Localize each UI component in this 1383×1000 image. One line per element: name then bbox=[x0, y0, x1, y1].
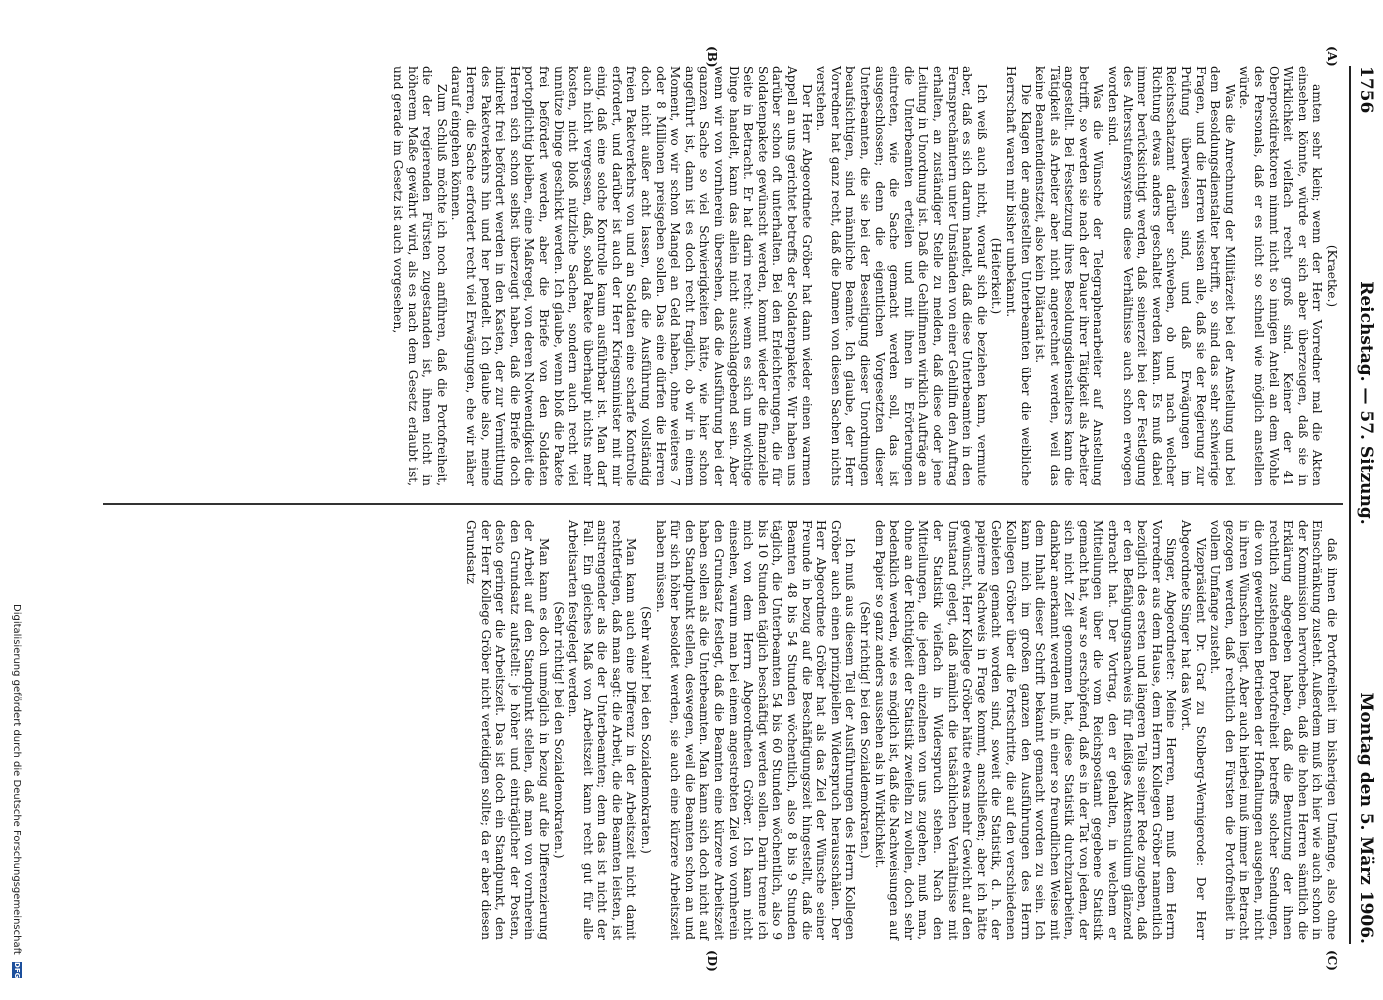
margin-marker-d: (D) bbox=[705, 950, 719, 972]
right-column bbox=[463, 520, 1339, 940]
paragraph: Was die Anrechnung der Militärzeit bei der Anstellung und bei dem Besoldungsdienstalter betrifft, so sind das sehr schwierige Fragen, und die Herren wissen alle, daß sie der Regierung zur Prüfung überwiesen sind, und daß Erwägungen im Reichsschatzamt darüber schweben, ob und nach welcher Richtung etwas anders geschaltet werden kann. Es muß dabei immer berücksichtigt werden, daß seinerzeit bei der Festlegung des Altersstufensystems diese Verhältnisse auch schon erwogen worden sind. bbox=[1106, 66, 1237, 486]
interjection: (Sehr richtig! bei den Sozialdemokraten.) bbox=[858, 601, 872, 859]
header-divider bbox=[1349, 66, 1351, 944]
left-column bbox=[390, 66, 1339, 486]
paragraph: amten sehr klein; wenn der Herr Vorredner mal die Akten einsehen könnte, würde er sich aber überzeugen, daß sie in Wirklichkeit vielfach recht groß sind. Keiner der 41 Oberpostdirektoren nimmt nicht so innigen Anteil an dem Wohle des Personals, daß er es nicht so schnell wie möglich anstellen würde. bbox=[1237, 66, 1325, 486]
rotated-page bbox=[173, 0, 1383, 1000]
column-divider bbox=[103, 503, 1343, 505]
paragraph: Die Klagen der angestellten Unterbeamten über die weibliche Herrschaft waren mir bisher unbekannt. bbox=[1003, 66, 1033, 486]
interjection: (Sehr wahr! bei den Sozialdemokraten.) bbox=[639, 606, 654, 854]
page-header bbox=[1355, 66, 1377, 944]
paragraph: daß ihnen die Portofreiheit im bisherigen Umfange, also ohne Einschränkung zusteht. Außerdem muß ich hier wie auch schon in der Kommission hervorheben, daß die hohen Herren sämtlich die Erklärung abgegeben haben, daß die Benutzung der ihnen rechtlich zustehenden Portofreiheit betreffs solcher Sendungen, die von gewerblichen Betrieben der Hofhaltungen ausgehen, nicht in ihren Wünschen liegt. Aber auch hierbei muß immer in Betracht gezogen werden, daß rechtlich den Fürsten die Portofreiheit in vollem Umfange zusteht. bbox=[1208, 520, 1339, 940]
paragraph: Ich muß aus diesem Teil der Ausführungen des Herrn Kollegen Gröber auch einen prinzipiellen Widerspruch herausschälen. Der Herr Abgeordnete Gröber hat als das Ziel der Wünsche seiner Freunde in bezug auf die Beschäftigungszeit hingestellt, daß die Beamten 48 bis 54 Stunden wöchentlich, also 8 bis 9 Stunden täglich, die Unterbeamten 54 bis 60 Stunden wöchentlich, also 9 bis 10 Stunden täglich beschäftigt werden sollen. Darin trenne ich mich von dem Herrn Abgeordneten Gröber. Ich kann nicht einsehen, warum man bei einem angestrebten Ziel von vornherein den Grundsatz festlegt, daß die Beamten eine kürzere Arbeitszeit haben sollen als die Unterbeamten. Man kann sich doch nicht auf den Standpunkt stellen, deswegen, weil die Beamten schon an und für sich höher besoldet werden, sie auch eine kürzere Arbeitszeit haben müssen. bbox=[653, 520, 858, 940]
page-date: Montag den 5. März 1906. bbox=[1356, 692, 1376, 944]
margin-marker-a: (A) bbox=[1325, 46, 1339, 67]
margin-marker-b: (B) bbox=[705, 46, 719, 68]
margin-marker-c: (C) bbox=[1325, 950, 1339, 971]
interjection: (Sehr richtig! bei den Sozialdemokraten.) bbox=[551, 601, 566, 859]
digitization-credit bbox=[8, 604, 22, 984]
paragraph: Man kann auch eine Differenz in der Arbeitszeit nicht damit rechtfertigen, daß man sagt: die Arbeit, die die Beamten leisten, ist anstrengender als die der Unterbeamten; denn das ist nicht der Fall. Ein gleiches Maß von Arbeitszeit kann recht gut für alle Arbeitsarten festgelegt werden. bbox=[566, 520, 639, 940]
credit-text: Digitalisierung gefördert durch die Deutsche Forschungsgemeinschaft bbox=[11, 604, 22, 955]
paragraph: Man kann es doch unmöglich in bezug auf die Differenzierung der Arbeit auf den Standpunkt stellen, daß man von vornherein den Grundsatz aufstellt: je höher und einträglicher der Posten, desto geringer die Arbeitszeit. Das ist doch ein Standpunkt, den der Herr Kollege Gröber nicht verteidigen sollte; da er aber diesen Grundsatz bbox=[463, 520, 551, 940]
page-title: Reichstag. — 57. Sitzung. bbox=[1356, 281, 1376, 525]
interjection: (Heiterkeit.) bbox=[989, 237, 1004, 315]
dfg-logo-icon: DFG bbox=[13, 962, 21, 979]
page-number: 1756 bbox=[1356, 66, 1376, 114]
paragraph: Der Herr Abgeordnete Gröber hat dann wieder einen warmen Appell an uns gerichtet betreffs der Soldatenpakete. Wir haben uns darüber schon oft unterhalten. Bei den Erleichterungen, die für Soldatenpakete gewünscht werden, kommt wieder die finanzielle Seite in Betracht. Er hat darin recht: wenn es sich um wichtige Dinge handelt, kann das allein nicht ausschlaggebend sein. Aber wenn wir von vornherein übersehen, daß die Ausführung bei der ganzen Sache so viel Schwierigkeiten hätte, wie hier schon angeführt ist, dann ist es doch recht fraglich, ob wir in einem Moment, wo wir schon Mangel an Geld haben, ohne weiteres 7 oder 8 Millionen preisgeben sollen. Das eine dürfen die Herren doch nicht außer acht lassen, daß die Ausführung vollständig freien Paketverkehrs von und an Soldaten eine scharfe Kontrolle erfordert, und darüber ist auch der Herr Kriegsminister mit mir einig, daß eine solche Kontrolle kaum ausführbar ist. Man darf auch nicht vergessen, daß, sobald Pakete überhaupt nichts mehr kosten, nicht bloß nützliche Sachen, sondern auch recht viel unnütze Dinge geschickt werden. Ich glaube, wenn bloß die Pakete frei befördert werden, aber die Briefe von den Soldaten portopflichtig bleiben, eine Maßregel, von deren Notwendigkeit die Herren sich schon selbst überzeugt haben, daß die Briefe doch indirekt frei befördert werden in den Kasten, der zur Vermittlung des Paketverkehrs hin und her pendelt. Ich glaube also, meine Herren, die Sache erfordert recht viel Erwägungen, ehe wir näher darauf eingehen können. bbox=[449, 66, 814, 486]
paragraph: Zum Schluß möchte ich noch anführen, daß die Portofreiheit, die der regierenden Fürsten zugestanden ist, ihnen nicht in höherem Maße gewährt wird, als es nach dem Gesetz erlaubt ist, und gerade im Gesetz ist auch vorgesehen, bbox=[391, 66, 449, 486]
paragraph: Ich weiß auch nicht, worauf sich die beziehen kann, vermute aber, daß es sich darum handelt, daß diese Unterbeamten in den Fernsprechämtern unter Umständen von einer Gehilfin den Auftrag erhalten, an zuständiger Stelle zu melden, daß diese oder jene Leitung in Unordnung ist. Daß die Gehilfinnen wirklich Aufträge an die Unterbeamten erteilen und mit ihnen in Erörterungen eintreten, wie die Sache gemacht werden soll, das ist ausgeschlossen; denn die eigentlichen Vorgesetzten dieser Unterbeamten, die sie bei der Beseitigung dieser Unordnungen beaufsichtigen, sind männliche Beamte. Ich glaube, der Herr Vorredner hat ganz recht, daß die Damen von diesen Sachen nichts verstehen. bbox=[814, 66, 989, 486]
paragraph: Was die Wünsche der Telegraphenarbeiter auf Anstellung betrifft, so werden sie nach der Dauer ihrer Tätigkeit als Arbeiter angestellt. Bei Festsetzung ihres Besoldungsdienstalters kann die Tätigkeit als Arbeiter aber nicht angerechnet werden, weil das keine Beamtendienstzeit, also kein Diätariat ist. bbox=[1033, 66, 1106, 486]
speaker-tag: (Kraetke.) bbox=[1325, 244, 1339, 308]
speech-paragraph: Singer, Abgeordneter: Meine Herren, man muß dem Herrn Vorredner aus dem Hause, dem Herrn Kollegen Gröber namentlich bezüglich des ersten und längeren Teils seiner Rede zugeben, daß er den Befähigungsnachweis für fleißiges Aktenstudium glänzend erbracht hat. Der Vortrag, den er gehalten, in welchem er Mitteilungen über die vom Reichspostamt gegebene Statistik gemacht hat, war so erschöpfend, daß es in der Tat von jedem, der sich nicht Zeit genommen hat, diese Statistik durchzuarbeiten, dankbar anerkannt werden muß, in einer so freundlichen Weise mit dem Inhalt dieser Schrift bekannt gemacht worden zu sein. Ich kann mich im großen ganzen den Ausführungen des Herrn Kollegen Gröber über die Fortschritte, die auf den verschiedenen Gebieten gemacht worden sind, soweit die Statistik, d. h. der papierne Nachweis in Frage kommt, anschließen; aber ich hätte gewünscht, Herr Kollege Gröber hätte etwas mehr Gewicht auf den Umstand gelegt, daß nämlich die tatsächlichen Verhältnisse mit der Statistik vielfach in Widerspruch stehen. Nach den Mitteilungen, die jedem einzelnen von uns zugehen, muß man, ohne an der Richtigkeit der Statistik zweifeln zu wollen, doch sehr bedenklich werden, wie es möglich ist, daß die Nachweisungen auf dem Papier so ganz anders aussehen als in Wirklichkeit. bbox=[872, 520, 1179, 940]
presiding-remark: Vizepräsident Dr. Graf zu Stolberg-Wernigerode: Der Herr Abgeordnete Singer hat das Wort. bbox=[1179, 520, 1208, 940]
